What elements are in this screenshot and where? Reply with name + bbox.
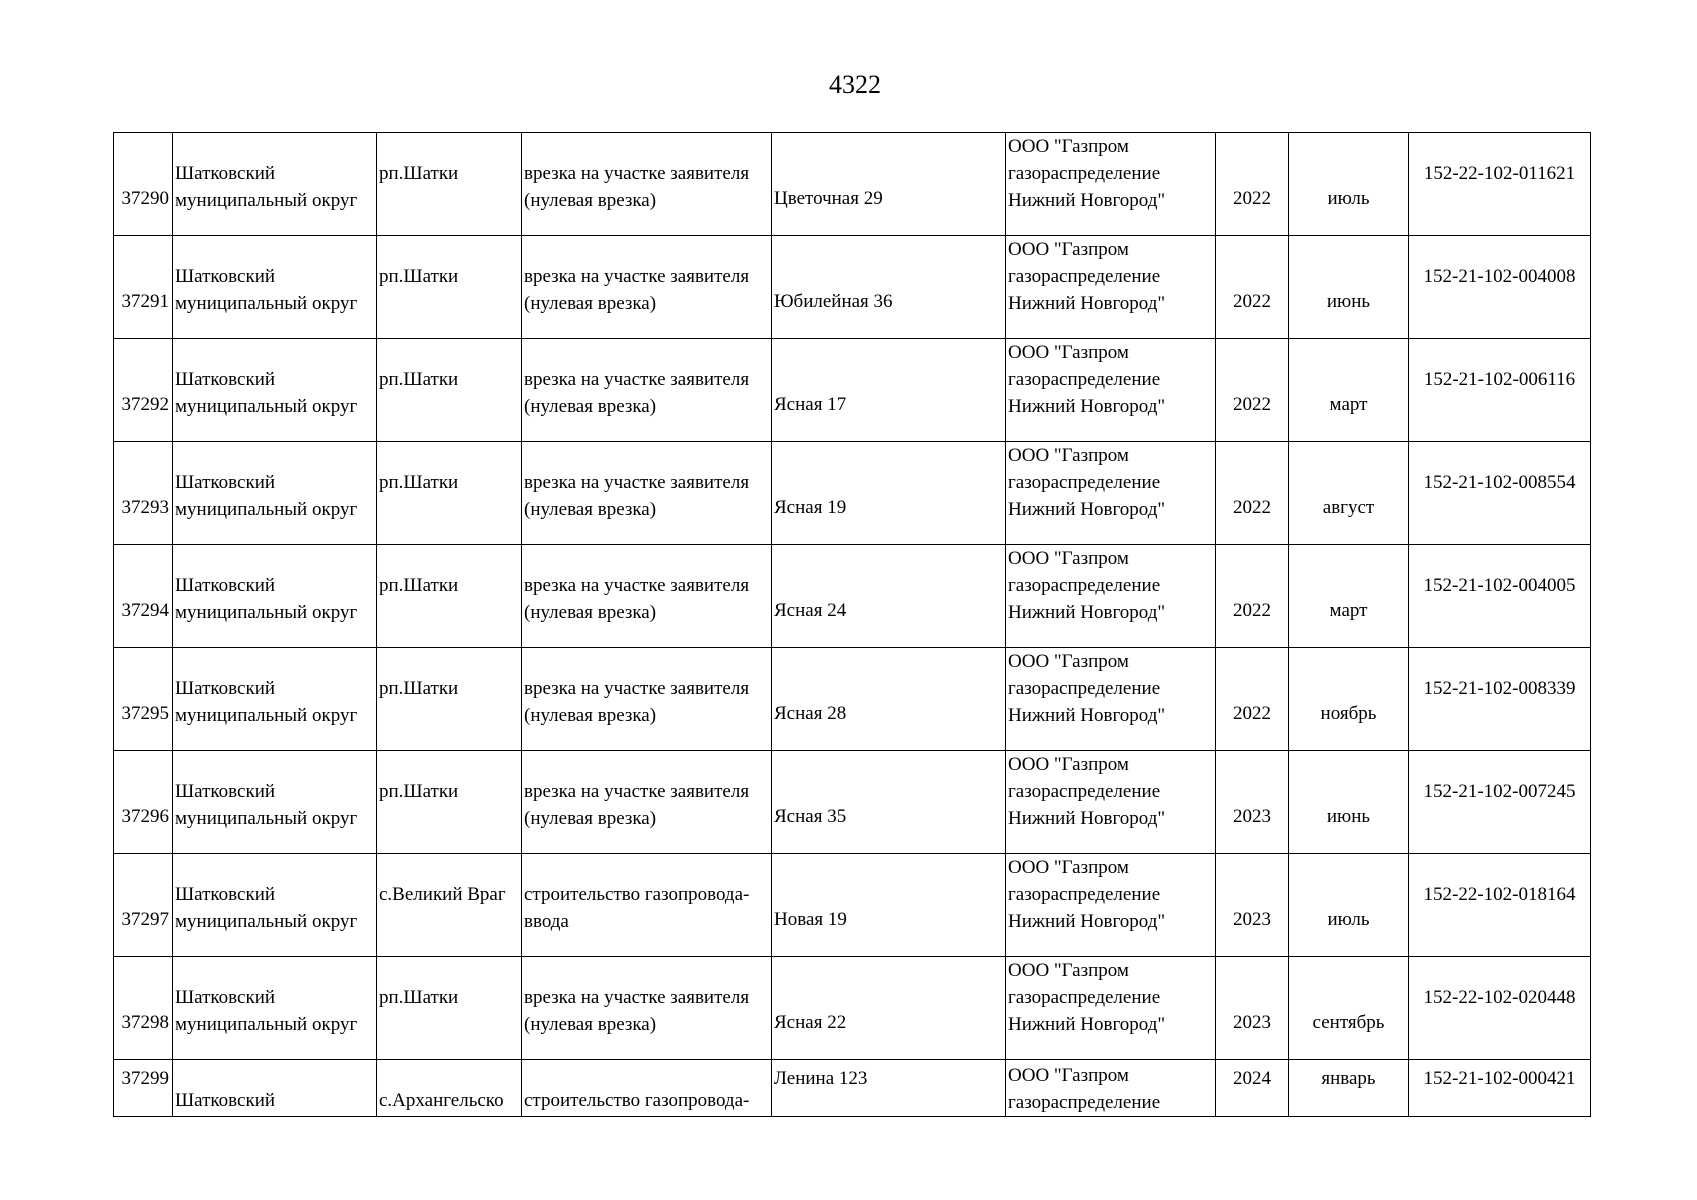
organization-cell-line: газораспределение bbox=[1008, 472, 1161, 493]
month-cell: январь bbox=[1289, 1060, 1409, 1117]
district-cell bbox=[173, 236, 377, 339]
table-row bbox=[114, 854, 1591, 957]
organization-cell-line: газораспределение bbox=[1008, 884, 1161, 905]
district-cell-line: Шатковский bbox=[175, 678, 276, 699]
application-id-cell: 152-21-102-004005 bbox=[1409, 545, 1591, 648]
row-number: 37291 bbox=[114, 236, 173, 339]
organization-cell bbox=[1006, 339, 1216, 442]
year-cell: 2022 bbox=[1216, 442, 1289, 545]
month-cell: июнь bbox=[1289, 751, 1409, 854]
organization-cell bbox=[1006, 236, 1216, 339]
work-type-cell-line: (нулевая врезка) bbox=[524, 808, 657, 829]
table-row bbox=[114, 751, 1591, 854]
organization-cell-line: Нижний Новгород" bbox=[1008, 705, 1166, 726]
work-type-cell-line: (нулевая врезка) bbox=[524, 190, 657, 211]
row-number: 37298 bbox=[114, 957, 173, 1060]
organization-cell bbox=[1006, 648, 1216, 751]
work-type-cell bbox=[522, 854, 772, 957]
organization-cell-line: Нижний Новгород" bbox=[1008, 1014, 1166, 1035]
application-id-cell: 152-22-102-011621 bbox=[1409, 133, 1591, 236]
district-cell-line: Шатковский bbox=[175, 884, 276, 905]
organization-cell-line: газораспределение bbox=[1008, 987, 1161, 1008]
address-cell: Ясная 19 bbox=[772, 442, 1006, 545]
organization-cell-line: Нижний Новгород" bbox=[1008, 396, 1166, 417]
district-cell bbox=[173, 751, 377, 854]
organization-cell-line: Нижний Новгород" bbox=[1008, 190, 1166, 211]
table-row bbox=[114, 236, 1591, 339]
district-cell bbox=[173, 1060, 377, 1117]
table-row bbox=[114, 957, 1591, 1060]
row-number: 37299 bbox=[114, 1060, 173, 1117]
row-number: 37294 bbox=[114, 545, 173, 648]
row-number: 37296 bbox=[114, 751, 173, 854]
work-type-cell-line: врезка на участке заявителя bbox=[524, 575, 750, 596]
district-cell bbox=[173, 442, 377, 545]
work-type-cell-line: врезка на участке заявителя bbox=[524, 472, 750, 493]
district-cell-line: муниципальный округ bbox=[175, 808, 358, 829]
registry-table bbox=[113, 132, 1591, 1117]
organization-cell-line: ООО "Газпром bbox=[1008, 1065, 1129, 1086]
organization-cell-line: ООО "Газпром bbox=[1008, 136, 1129, 157]
organization-cell-line: Нижний Новгород" bbox=[1008, 602, 1166, 623]
organization-cell-line: газораспределение bbox=[1008, 678, 1161, 699]
address-cell: Ленина 123 bbox=[772, 1060, 1006, 1117]
work-type-cell bbox=[522, 236, 772, 339]
organization-cell-line: газораспределение bbox=[1008, 1092, 1161, 1113]
locality-cell: рп.Шатки bbox=[377, 442, 522, 545]
district-cell-line: Шатковский bbox=[175, 781, 276, 802]
application-id-cell: 152-21-102-004008 bbox=[1409, 236, 1591, 339]
row-number: 37293 bbox=[114, 442, 173, 545]
district-cell bbox=[173, 648, 377, 751]
application-id-cell: 152-21-102-007245 bbox=[1409, 751, 1591, 854]
organization-cell-line: ООО "Газпром bbox=[1008, 857, 1129, 878]
district-cell-line: муниципальный округ bbox=[175, 911, 358, 932]
organization-cell-line: Нижний Новгород" bbox=[1008, 911, 1166, 932]
work-type-cell-line: (нулевая врезка) bbox=[524, 602, 657, 623]
district-cell bbox=[173, 957, 377, 1060]
application-id-cell: 152-21-102-006116 bbox=[1409, 339, 1591, 442]
table-row bbox=[114, 648, 1591, 751]
district-cell-line: Шатковский bbox=[175, 575, 276, 596]
month-cell: июль bbox=[1289, 854, 1409, 957]
organization-cell-line: ООО "Газпром bbox=[1008, 960, 1129, 981]
organization-cell bbox=[1006, 957, 1216, 1060]
organization-cell bbox=[1006, 854, 1216, 957]
district-cell-line: Шатковский bbox=[175, 266, 276, 287]
table-row bbox=[114, 339, 1591, 442]
application-id-cell: 152-21-102-000421 bbox=[1409, 1060, 1591, 1117]
row-number: 37290 bbox=[114, 133, 173, 236]
locality-cell: рп.Шатки bbox=[377, 545, 522, 648]
address-cell: Ясная 35 bbox=[772, 751, 1006, 854]
year-cell: 2022 bbox=[1216, 236, 1289, 339]
application-id-cell: 152-21-102-008339 bbox=[1409, 648, 1591, 751]
organization-cell bbox=[1006, 442, 1216, 545]
row-number: 37292 bbox=[114, 339, 173, 442]
work-type-cell bbox=[522, 133, 772, 236]
organization-cell-line: ООО "Газпром bbox=[1008, 754, 1129, 775]
district-cell-line: муниципальный округ bbox=[175, 293, 358, 314]
work-type-cell-line: врезка на участке заявителя bbox=[524, 369, 750, 390]
organization-cell-line: газораспределение bbox=[1008, 781, 1161, 802]
year-cell: 2023 bbox=[1216, 854, 1289, 957]
work-type-cell-line: врезка на участке заявителя bbox=[524, 266, 750, 287]
work-type-cell-line: строительство газопровода- bbox=[524, 884, 750, 905]
work-type-cell-line: (нулевая врезка) bbox=[524, 1014, 657, 1035]
organization-cell bbox=[1006, 545, 1216, 648]
work-type-cell-line: (нулевая врезка) bbox=[524, 705, 657, 726]
row-number: 37295 bbox=[114, 648, 173, 751]
work-type-cell bbox=[522, 442, 772, 545]
application-id-cell: 152-22-102-020448 bbox=[1409, 957, 1591, 1060]
work-type-cell bbox=[522, 545, 772, 648]
work-type-cell-line: врезка на участке заявителя bbox=[524, 781, 750, 802]
application-id-cell: 152-21-102-008554 bbox=[1409, 442, 1591, 545]
work-type-cell-line: (нулевая врезка) bbox=[524, 499, 657, 520]
locality-cell: рп.Шатки bbox=[377, 236, 522, 339]
month-cell: март bbox=[1289, 339, 1409, 442]
organization-cell-line: ООО "Газпром bbox=[1008, 548, 1129, 569]
district-cell bbox=[173, 133, 377, 236]
year-cell: 2022 bbox=[1216, 133, 1289, 236]
locality-cell: рп.Шатки bbox=[377, 339, 522, 442]
table-row bbox=[114, 545, 1591, 648]
work-type-cell-line: ввода bbox=[524, 911, 569, 932]
organization-cell-line: газораспределение bbox=[1008, 369, 1161, 390]
work-type-cell-line: врезка на участке заявителя bbox=[524, 987, 750, 1008]
organization-cell-line: ООО "Газпром bbox=[1008, 445, 1129, 466]
work-type-cell bbox=[522, 957, 772, 1060]
district-cell-line: муниципальный округ bbox=[175, 705, 358, 726]
year-cell: 2022 bbox=[1216, 648, 1289, 751]
work-type-cell bbox=[522, 648, 772, 751]
table-row bbox=[114, 133, 1591, 236]
district-cell-line: муниципальный округ bbox=[175, 190, 358, 211]
work-type-cell-line: врезка на участке заявителя bbox=[524, 678, 750, 699]
locality-cell: с.Великий Враг bbox=[377, 854, 522, 957]
organization-cell-line: газораспределение bbox=[1008, 163, 1161, 184]
work-type-cell-line: (нулевая врезка) bbox=[524, 293, 657, 314]
address-cell: Новая 19 bbox=[772, 854, 1006, 957]
month-cell: август bbox=[1289, 442, 1409, 545]
work-type-cell-line: строительство газопровода- bbox=[524, 1090, 750, 1111]
work-type-cell bbox=[522, 339, 772, 442]
address-cell: Цветочная 29 bbox=[772, 133, 1006, 236]
district-cell-line: Шатковский bbox=[175, 472, 276, 493]
district-cell bbox=[173, 545, 377, 648]
district-cell-line: муниципальный округ bbox=[175, 1014, 358, 1035]
month-cell: июнь bbox=[1289, 236, 1409, 339]
district-cell bbox=[173, 339, 377, 442]
district-cell-line: муниципальный округ bbox=[175, 602, 358, 623]
table-row bbox=[114, 442, 1591, 545]
table-row bbox=[114, 1060, 1591, 1117]
address-cell: Ясная 24 bbox=[772, 545, 1006, 648]
district-cell-line: Шатковский bbox=[175, 1090, 276, 1111]
work-type-cell bbox=[522, 751, 772, 854]
organization-cell-line: Нижний Новгород" bbox=[1008, 808, 1166, 829]
application-id-cell: 152-22-102-018164 bbox=[1409, 854, 1591, 957]
district-cell bbox=[173, 854, 377, 957]
organization-cell bbox=[1006, 1060, 1216, 1117]
organization-cell-line: газораспределение bbox=[1008, 266, 1161, 287]
organization-cell-line: Нижний Новгород" bbox=[1008, 293, 1166, 314]
table-body bbox=[114, 133, 1591, 1117]
address-cell: Юбилейная 36 bbox=[772, 236, 1006, 339]
address-cell: Ясная 22 bbox=[772, 957, 1006, 1060]
locality-cell: с.Архангельско bbox=[377, 1060, 522, 1117]
locality-cell: рп.Шатки bbox=[377, 648, 522, 751]
month-cell: ноябрь bbox=[1289, 648, 1409, 751]
year-cell: 2024 bbox=[1216, 1060, 1289, 1117]
row-number: 37297 bbox=[114, 854, 173, 957]
address-cell: Ясная 17 bbox=[772, 339, 1006, 442]
organization-cell bbox=[1006, 133, 1216, 236]
organization-cell-line: ООО "Газпром bbox=[1008, 342, 1129, 363]
year-cell: 2022 bbox=[1216, 545, 1289, 648]
year-cell: 2023 bbox=[1216, 751, 1289, 854]
organization-cell-line: Нижний Новгород" bbox=[1008, 499, 1166, 520]
month-cell: июль bbox=[1289, 133, 1409, 236]
organization-cell-line: ООО "Газпром bbox=[1008, 239, 1129, 260]
work-type-cell bbox=[522, 1060, 772, 1117]
locality-cell: рп.Шатки bbox=[377, 751, 522, 854]
district-cell-line: Шатковский bbox=[175, 369, 276, 390]
year-cell: 2023 bbox=[1216, 957, 1289, 1060]
month-cell: сентябрь bbox=[1289, 957, 1409, 1060]
district-cell-line: муниципальный округ bbox=[175, 396, 358, 417]
district-cell-line: муниципальный округ bbox=[175, 499, 358, 520]
address-cell: Ясная 28 bbox=[772, 648, 1006, 751]
year-cell: 2022 bbox=[1216, 339, 1289, 442]
work-type-cell-line: (нулевая врезка) bbox=[524, 396, 657, 417]
organization-cell bbox=[1006, 751, 1216, 854]
district-cell-line: Шатковский bbox=[175, 163, 276, 184]
locality-cell: рп.Шатки bbox=[377, 133, 522, 236]
page-number: 4322 bbox=[829, 70, 881, 99]
organization-cell-line: ООО "Газпром bbox=[1008, 651, 1129, 672]
locality-cell: рп.Шатки bbox=[377, 957, 522, 1060]
month-cell: март bbox=[1289, 545, 1409, 648]
district-cell-line: Шатковский bbox=[175, 987, 276, 1008]
work-type-cell-line: врезка на участке заявителя bbox=[524, 163, 750, 184]
organization-cell-line: газораспределение bbox=[1008, 575, 1161, 596]
